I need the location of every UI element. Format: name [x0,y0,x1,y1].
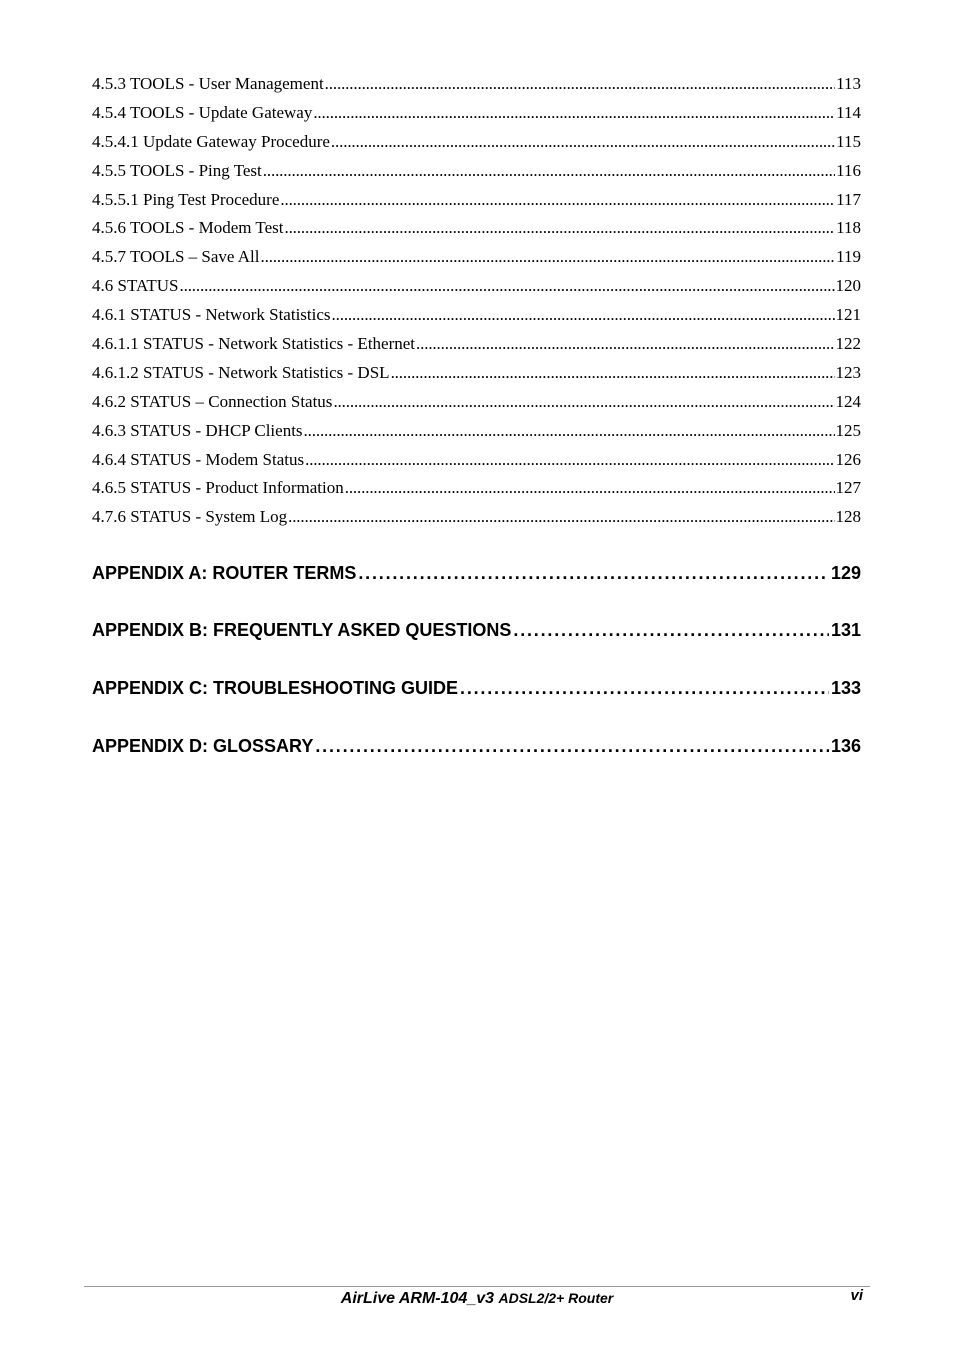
toc-entry[interactable] [92,272,861,301]
toc-entry[interactable] [92,243,861,272]
appendix-page: 133 [830,678,861,698]
footer-product: AirLive ARM-104_v3 [340,1290,495,1307]
toc-entry-page: 121 [835,305,861,325]
dot-leader [263,157,835,186]
toc-entry[interactable] [92,417,861,446]
appendix-label: APPENDIX D: GLOSSARY [92,736,314,756]
dot-leader [261,243,836,272]
toc-appendix-c[interactable] [92,676,861,700]
toc-entry[interactable] [92,330,861,359]
toc-entry-label: 4.6.5 STATUS - Product Information [92,478,344,498]
toc-appendix-b[interactable] [92,618,861,642]
page-number: vi [850,1287,863,1304]
toc-entry-label: 4.6.2 STATUS – Connection Status [92,391,333,411]
dot-leader [180,272,835,301]
appendix-page: 136 [830,736,861,756]
toc-entry-page: 122 [835,334,861,354]
appendix-label: APPENDIX A: ROUTER TERMS [92,563,357,583]
appendix-page: 131 [830,620,861,640]
toc-entry[interactable] [92,503,861,532]
toc-entry-page: 124 [835,391,861,411]
toc-entry[interactable] [92,186,861,215]
toc-entry-page: 126 [835,449,861,469]
toc-entry-page: 113 [836,74,861,93]
toc-entry[interactable] [92,359,861,388]
toc-entry[interactable] [92,99,861,128]
toc-entry-page: 127 [835,478,861,498]
toc-entry[interactable] [92,128,861,157]
appendix-label: APPENDIX C: TROUBLESHOOTING GUIDE [92,678,459,698]
toc-entry-page: 128 [835,507,861,527]
dot-leader [391,359,835,388]
toc-appendix-a[interactable] [92,561,861,585]
toc-entry-label: 4.6.1.1 STATUS - Network Statistics - Ethernet [92,334,416,354]
toc-entry-page: 114 [836,102,861,122]
dot-leader [331,128,835,157]
toc-section-list [92,70,861,532]
dot-leader [333,388,834,417]
dot-leader [345,474,835,503]
toc-entry[interactable] [92,214,861,243]
toc-entry-page: 116 [836,160,861,180]
footer-product-suffix: ADSL2/2+ Router [498,1290,614,1306]
toc-entry-page: 118 [836,218,861,238]
toc-entry-label: 4.7.6 STATUS - System Log [92,507,288,527]
toc-entry-page: 120 [835,276,861,296]
dot-leader [288,503,834,532]
toc-entry-label: 4.6.1.2 STATUS - Network Statistics - DSL [92,362,390,382]
toc-entry[interactable] [92,446,861,475]
dot-leader [513,618,829,642]
dot-leader [460,676,829,700]
dot-leader [416,330,834,359]
toc-entry-page: 125 [835,420,861,440]
toc-entry-page: 119 [836,247,861,267]
toc-entry-label: 4.5.5.1 Ping Test Procedure [92,189,280,209]
dot-leader [304,417,835,446]
toc-entry[interactable] [92,301,861,330]
toc-entry[interactable] [92,70,861,99]
toc-entry-label: 4.5.4.1 Update Gateway Procedure [92,131,330,151]
toc-entry-page: 117 [836,189,861,209]
toc-entry-page: 123 [835,362,861,382]
appendix-label: APPENDIX B: FREQUENTLY ASKED QUESTIONS [92,620,512,640]
toc-entry[interactable] [92,157,861,186]
dot-leader [284,214,835,243]
toc-entry-label: 4.6 STATUS [92,276,179,296]
toc-entry-label: 4.5.5 TOOLS - Ping Test [92,160,262,180]
footer-product-name [84,1287,870,1310]
toc-entry-label: 4.5.6 TOOLS - Modem Test [92,218,284,238]
dot-leader [358,561,829,585]
toc-entry[interactable] [92,474,861,503]
dot-leader [313,99,835,128]
dot-leader [305,446,834,475]
toc-entry-label: 4.5.4 TOOLS - Update Gateway [92,102,313,122]
toc-entry-label: 4.5.7 TOOLS – Save All [92,247,260,267]
dot-leader [332,301,835,330]
appendix-page: 129 [830,563,861,583]
dot-leader [280,186,835,215]
toc-entry-label: 4.6.4 STATUS - Modem Status [92,449,305,469]
toc-entry-label: 4.6.3 STATUS - DHCP Clients [92,420,303,440]
toc-entry-label: 4.5.3 TOOLS - User Management [92,74,324,93]
toc-appendix-d[interactable] [92,734,861,758]
toc-entry-page: 115 [836,131,861,151]
toc-entry[interactable] [92,388,861,417]
dot-leader [315,734,829,758]
dot-leader [325,70,835,99]
toc-entry-label: 4.6.1 STATUS - Network Statistics [92,305,331,325]
